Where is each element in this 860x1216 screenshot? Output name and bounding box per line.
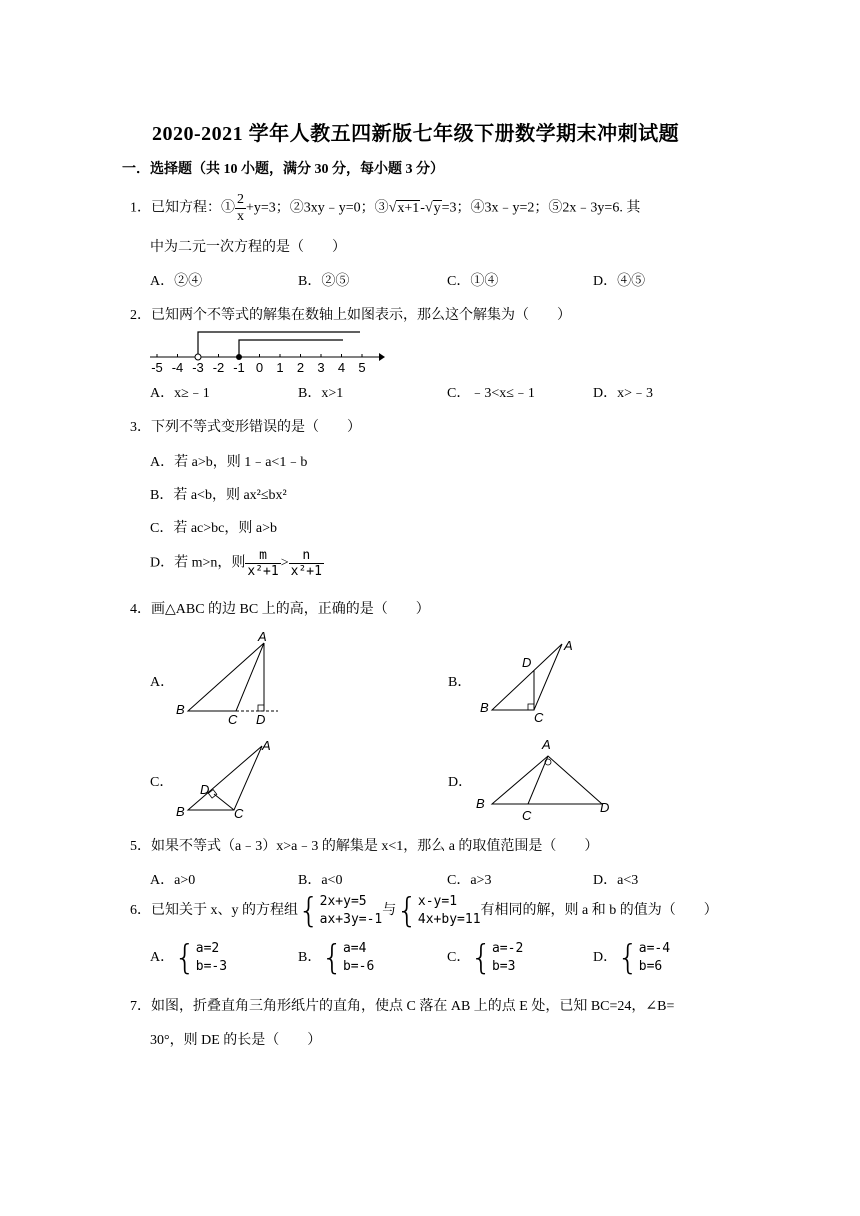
q1-lead: 1．已知方程：①: [130, 200, 235, 216]
pt-A: A: [262, 738, 271, 753]
pt-C: C: [234, 806, 244, 821]
axis-tick-label: -3: [192, 360, 204, 375]
q4-option-a[interactable]: A．: [150, 675, 175, 690]
q6-option-a[interactable]: [150, 940, 227, 976]
q6-d-l2: b=6: [638, 959, 663, 974]
q3-option-c[interactable]: C．若 ac>bc，则 a>b: [150, 521, 277, 536]
q6-c-l1: a=-2: [491, 941, 524, 956]
q6-c-l2: b=3: [491, 959, 516, 974]
left-brace-icon: {: [617, 938, 639, 978]
sqrt-icon: √: [388, 200, 397, 216]
frac1-den: x²+1: [247, 564, 279, 579]
pt-A: A: [542, 737, 551, 752]
axis-tick-label: 3: [317, 360, 325, 375]
q6-option-b[interactable]: [298, 940, 374, 976]
q6-sys1-eq2: ax+3y=-1: [319, 912, 383, 927]
q6-b-l1: a=4: [342, 941, 367, 956]
left-brace-icon: {: [470, 938, 492, 978]
q6-option-c[interactable]: [447, 940, 523, 976]
q3-d-frac1: [245, 548, 280, 579]
arrow-right-icon: [379, 353, 385, 361]
section-heading: 一．选择题（共 10 小题，满分 30 分，每小题 3 分）: [122, 162, 444, 177]
axis-tick-label: -4: [171, 360, 184, 375]
q4-figure-a: [176, 628, 281, 724]
q6-d-label: D．: [593, 950, 618, 966]
q1-option-d[interactable]: D．④⑤: [593, 274, 646, 289]
question-6: [130, 893, 718, 929]
q4-figure-c: [172, 734, 282, 822]
q4-option-c[interactable]: C．: [150, 775, 174, 790]
q4-option-d[interactable]: D．: [448, 775, 473, 790]
pt-D: D: [600, 800, 610, 815]
q5-option-b[interactable]: B．a<0: [298, 873, 343, 888]
q6-a-label: A．: [150, 950, 175, 966]
q6-sys1-eq1: 2x+y=5: [319, 894, 367, 909]
pt-B: B: [176, 702, 185, 717]
axis-tick-label: -1: [233, 360, 245, 375]
q6-d-l1: a=-4: [638, 941, 671, 956]
q6-b-system: [343, 940, 374, 976]
q2-option-d[interactable]: D．x>﹣3: [593, 386, 654, 401]
sqrt-icon: √: [424, 200, 433, 216]
axis-tick-label: 1: [276, 360, 284, 375]
q6-a-system: [196, 940, 227, 976]
q1-fraction: [235, 192, 246, 225]
pt-C: C: [228, 712, 238, 724]
left-brace-icon: {: [174, 938, 196, 978]
question-7: 7．如图，折叠直角三角形纸片的直角，使点 C 落在 AB 上的点 E 处，已知 BC=24，∠B=: [130, 999, 675, 1014]
question-2: 2．已知两个不等式的解集在数轴上如图表示，那么这个解集为（ ）: [130, 308, 571, 323]
q6-system1: [320, 893, 383, 929]
pt-A: A: [258, 629, 267, 644]
frac1-num: m: [245, 548, 280, 564]
q1-part1: +y=3；②3xy﹣y=0；③: [246, 200, 389, 216]
axis-tick-label: -2: [212, 360, 225, 375]
q1-option-c[interactable]: C．①④: [447, 274, 499, 289]
q5-option-a[interactable]: A．a>0: [150, 873, 196, 888]
region-x-gt-neg3: [198, 332, 360, 357]
q1-part2: =3；④3x﹣y=2；⑤2x﹣3y=6. 其: [441, 200, 641, 216]
q6-a-l2: b=-3: [195, 959, 228, 974]
axis-tick-label: 4: [337, 360, 346, 375]
left-brace-icon: {: [321, 938, 343, 978]
q3-option-d[interactable]: [150, 548, 324, 579]
q6-lead: 6．已知关于 x、y 的方程组: [130, 903, 298, 919]
q3-option-b[interactable]: B．若 a<b，则 ax²≤bx²: [150, 488, 287, 503]
pt-D: D: [256, 712, 266, 724]
q4-figure-b: [474, 632, 584, 724]
q6-tail: 有相同的解，则 a 和 b 的值为（ ）: [480, 903, 718, 919]
frac2-num: n: [289, 548, 324, 564]
q6-b-label: B．: [298, 950, 322, 966]
question-5: 5．如果不等式（a﹣3）x>a﹣3 的解集是 x<1，那么 a 的取值范围是（ ）: [130, 839, 599, 854]
pt-C: C: [534, 710, 544, 724]
pt-B: B: [480, 700, 489, 715]
pt-D: D: [200, 782, 210, 797]
q6-option-d[interactable]: [593, 940, 670, 976]
q1-option-b[interactable]: B．②⑤: [298, 274, 350, 289]
region-x-ge-neg1: [239, 340, 343, 357]
q1-sqrt1: x+1: [397, 200, 420, 216]
q3-option-a[interactable]: A．若 a>b，则 1﹣a<1﹣b: [150, 455, 308, 470]
axis-tick-label: 0: [255, 360, 264, 375]
q1-line2: 中为二元一次方程的是（ ）: [150, 240, 346, 255]
pt-B: B: [176, 804, 185, 819]
q1-sqrt2: y: [433, 200, 441, 216]
page-title: 2020-2021 学年人教五四新版七年级下册数学期末冲刺试题: [152, 123, 680, 145]
q6-system2: [418, 893, 481, 929]
q1-dash: -: [420, 200, 425, 216]
q6-d-system: [639, 940, 670, 976]
q2-option-b[interactable]: B．x>1: [298, 386, 344, 401]
q1-frac-den: x: [237, 209, 244, 224]
question-1: [130, 192, 640, 225]
q6-sys2-eq2: 4x+by=11: [417, 912, 481, 927]
q4-option-b[interactable]: B．: [448, 675, 472, 690]
q6-b-l2: b=-6: [342, 959, 375, 974]
pt-D: D: [522, 655, 532, 670]
question-4: 4．画△ABC 的边 BC 上的高，正确的是（ ）: [130, 602, 430, 617]
axis-tick-label: 5: [358, 360, 366, 375]
q6-mid: 与: [382, 903, 397, 919]
q6-c-system: [492, 940, 523, 976]
q5-option-c[interactable]: C．a>3: [447, 873, 492, 888]
q5-option-d[interactable]: D．a<3: [593, 873, 639, 888]
q6-sys2-eq1: x-y=1: [417, 894, 458, 909]
q6-c-label: C．: [447, 950, 471, 966]
q4-figure-d: [472, 734, 622, 822]
q3-d-frac2: [289, 548, 324, 579]
question-3: 3．下列不等式变形错误的是（ ）: [130, 420, 361, 435]
q3-d-gt: >: [280, 555, 289, 571]
q6-a-l1: a=2: [195, 941, 220, 956]
axis-tick-label: -5: [151, 360, 163, 375]
left-brace-icon: {: [396, 891, 418, 931]
q7-line2: 30°，则 DE 的长是（ ）: [150, 1033, 322, 1048]
q3-d-lead: D．若 m>n，则: [150, 555, 246, 571]
pt-B: B: [476, 796, 485, 811]
q2-option-a[interactable]: A．x≥﹣1: [150, 386, 210, 401]
pt-C: C: [522, 808, 532, 822]
left-brace-icon: {: [298, 891, 320, 931]
number-line-figure: [145, 326, 390, 376]
pt-A: A: [564, 638, 573, 653]
frac2-den: x²+1: [290, 564, 322, 579]
axis-tick-label: 2: [296, 360, 305, 375]
q2-option-c[interactable]: C．﹣3<x≤﹣1: [447, 386, 535, 401]
q1-option-a[interactable]: A．②④: [150, 274, 203, 289]
q1-frac-num: 2: [237, 192, 244, 207]
